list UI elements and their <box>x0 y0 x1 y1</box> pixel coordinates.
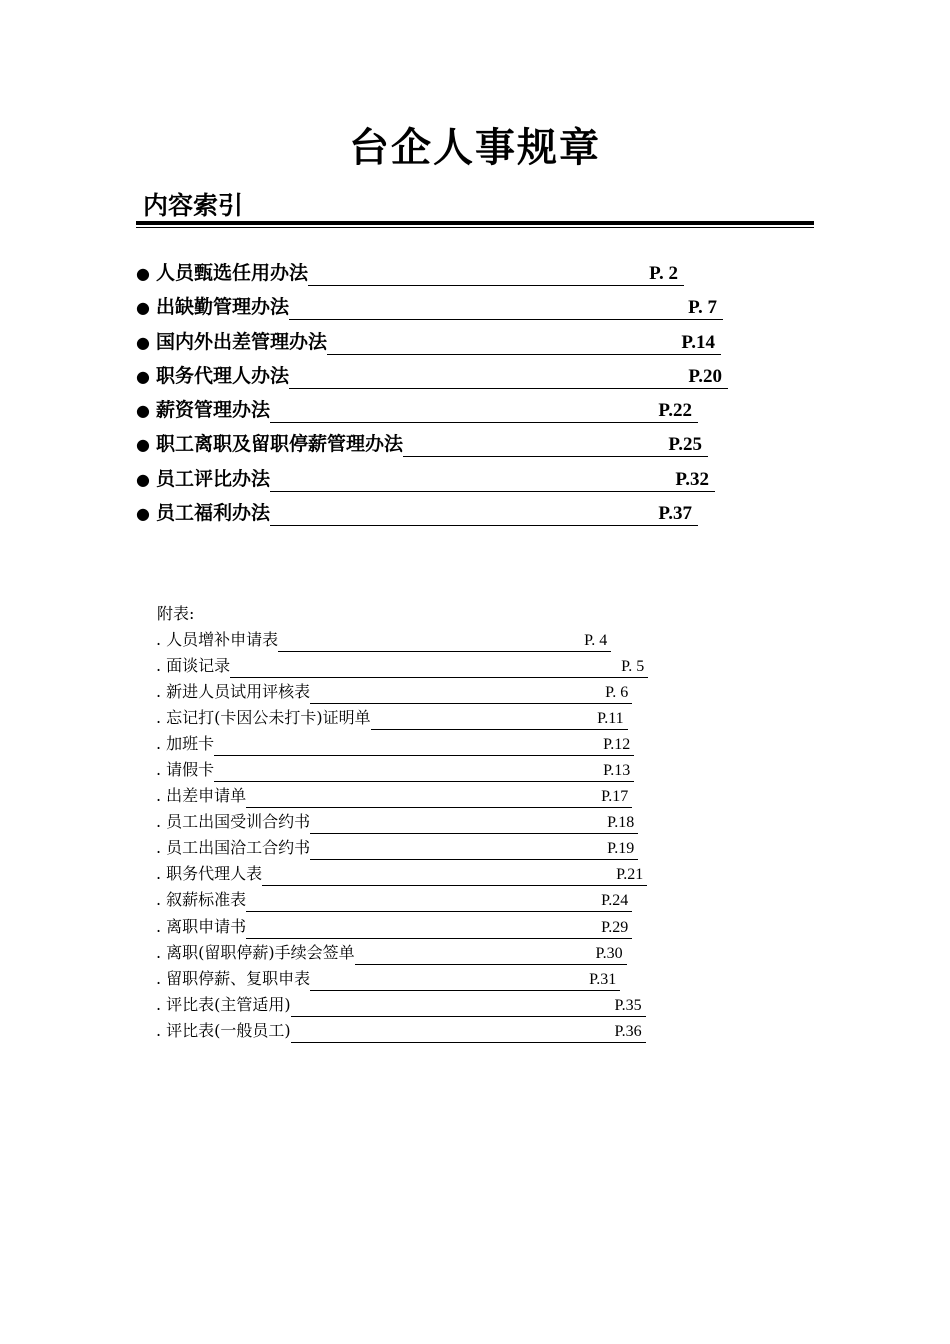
toc-item-label: 出缺勤管理办法 <box>156 296 290 319</box>
appendix-item-page: P.21 <box>616 866 644 884</box>
bullet-icon: ● <box>136 298 150 318</box>
appendix-leader <box>291 997 646 1017</box>
appendix-item-page: P. 5 <box>621 658 645 676</box>
appendix-leader <box>214 762 634 782</box>
toc-item-page: P.32 <box>675 468 710 490</box>
bullet-icon: ● <box>136 469 150 489</box>
appendix-item-page: P.11 <box>597 710 624 728</box>
appendix-item-page: P.24 <box>601 892 629 910</box>
toc-item[interactable] <box>136 361 776 395</box>
appendix-item-page: P.35 <box>614 996 642 1014</box>
appendix-item-page: P. 6 <box>605 684 629 702</box>
appendix-item-page: P.12 <box>603 736 631 754</box>
toc-leader <box>270 503 698 526</box>
bullet-icon: ● <box>136 435 150 455</box>
toc-item[interactable] <box>136 395 776 429</box>
appendix-item-label: . 评比表(一般员工) <box>156 1020 291 1040</box>
toc-item[interactable] <box>136 327 776 361</box>
appendix-item-label: . 离职(留职停薪)手续会签单 <box>156 942 355 962</box>
appendix-item[interactable] <box>156 731 696 757</box>
appendix-leader <box>262 866 647 886</box>
appendix-leader <box>310 971 620 991</box>
toc-item-page: P. 2 <box>649 263 679 284</box>
appendix-item-label: . 出差申请单 <box>156 786 247 806</box>
toc-item-label: 薪资管理办法 <box>156 399 271 422</box>
appendix-item-label: . 留职停薪、复职申表 <box>156 968 311 988</box>
toc-item-page: P.14 <box>681 331 716 353</box>
appendix-leader <box>246 892 632 912</box>
appendix-item[interactable] <box>156 679 696 705</box>
toc-leader <box>270 469 715 492</box>
toc-item[interactable] <box>136 429 776 463</box>
appendix-item-label: . 请假卡 <box>156 760 215 780</box>
appendix-item-label: . 人员增补申请表 <box>156 630 279 649</box>
toc-item-page: P.25 <box>668 434 703 456</box>
appendix-item[interactable] <box>156 940 696 966</box>
appendix-item-label: . 评比表(主管适用) <box>156 994 291 1014</box>
toc-leader <box>403 434 708 457</box>
appendix-item-label: . 职务代理人表 <box>156 864 263 884</box>
appendix-leader <box>214 736 634 756</box>
document-title: 台企人事规章 <box>349 125 601 171</box>
appendix-item-page: P.36 <box>614 1022 642 1040</box>
toc-item[interactable] <box>136 292 776 326</box>
appendix-leader <box>355 945 627 965</box>
toc-item-page: P.22 <box>658 400 693 422</box>
toc-list <box>136 258 776 532</box>
toc-item-page: P.37 <box>658 503 693 525</box>
bullet-icon: ● <box>136 366 150 386</box>
appendix-item-label: . 新进人员试用评核表 <box>156 682 311 702</box>
toc-leader <box>327 332 721 355</box>
appendix-leader <box>230 658 648 678</box>
appendix-leader <box>310 840 638 860</box>
appendix-item[interactable] <box>156 705 696 731</box>
toc-item-label: 员工评比办法 <box>156 467 271 490</box>
appendix-item[interactable] <box>156 835 696 861</box>
appendix-item-page: P.29 <box>601 918 629 936</box>
toc-leader <box>308 263 684 286</box>
appendix-item-page: P.13 <box>603 762 631 780</box>
appendix-item[interactable] <box>156 861 696 887</box>
toc-item-page: P. 7 <box>688 297 718 319</box>
toc-leader <box>270 400 698 423</box>
bullet-icon: ● <box>136 401 150 421</box>
appendix-item-label: . 叙薪标准表 <box>156 890 247 910</box>
toc-item-page: P.20 <box>688 365 723 387</box>
toc-item-label: 职务代理人办法 <box>156 364 290 387</box>
appendix-item-label: . 加班卡 <box>156 734 215 754</box>
appendix-item-label: . 员工出国受训合约书 <box>156 812 311 832</box>
bullet-icon: ● <box>136 332 150 352</box>
appendix-item-page: P.18 <box>607 814 635 832</box>
appendix-item-label: . 员工出国洽工合约书 <box>156 838 311 858</box>
appendix-item[interactable] <box>156 992 696 1018</box>
toc-item-label: 职工离职及留职停薪管理办法 <box>156 433 404 456</box>
appendix-item[interactable] <box>156 757 696 783</box>
appendix-item[interactable] <box>156 1018 696 1044</box>
appendix-leader <box>371 710 628 730</box>
appendix-leader <box>246 788 632 808</box>
appendix-item-page: P.31 <box>589 970 617 988</box>
appendix-item[interactable] <box>156 887 696 913</box>
heading-rule-thick <box>136 221 814 225</box>
toc-item[interactable] <box>136 258 776 292</box>
appendix-item[interactable] <box>156 809 696 835</box>
appendix-item-page: P.19 <box>607 840 635 858</box>
appendix-item[interactable] <box>156 783 696 809</box>
toc-leader <box>289 366 728 389</box>
appendix-list <box>156 627 696 1044</box>
index-heading: 内容索引 <box>143 191 244 220</box>
appendix-item-label: . 离职申请书 <box>156 916 247 936</box>
toc-item-label: 人员甄选任用办法 <box>156 262 309 284</box>
toc-item[interactable] <box>136 464 776 498</box>
appendix-leader <box>246 919 632 939</box>
bullet-icon: ● <box>136 504 150 524</box>
appendix-item-page: P.30 <box>595 944 623 962</box>
toc-item-label: 国内外出差管理办法 <box>156 330 328 353</box>
appendix-item-label: . 面谈记录 <box>156 656 231 676</box>
appendix-item[interactable] <box>156 653 696 679</box>
appendix-item-page: P. 4 <box>584 632 608 649</box>
appendix-heading: 附表: <box>157 604 195 623</box>
appendix-item-page: P.17 <box>601 788 629 806</box>
appendix-leader <box>278 632 611 652</box>
appendix-leader <box>291 1023 646 1043</box>
heading-rule-thin <box>136 227 814 228</box>
toc-item[interactable] <box>136 498 776 532</box>
toc-leader <box>289 297 723 320</box>
bullet-icon: ● <box>136 264 150 283</box>
appendix-item[interactable] <box>156 627 696 653</box>
appendix-leader <box>310 814 638 834</box>
appendix-item-label: . 忘记打(卡因公未打卡)证明单 <box>156 708 371 728</box>
toc-item-label: 员工福利办法 <box>156 502 271 525</box>
appendix-leader <box>310 684 632 704</box>
appendix-item[interactable] <box>156 966 696 992</box>
appendix-item[interactable] <box>156 914 696 940</box>
